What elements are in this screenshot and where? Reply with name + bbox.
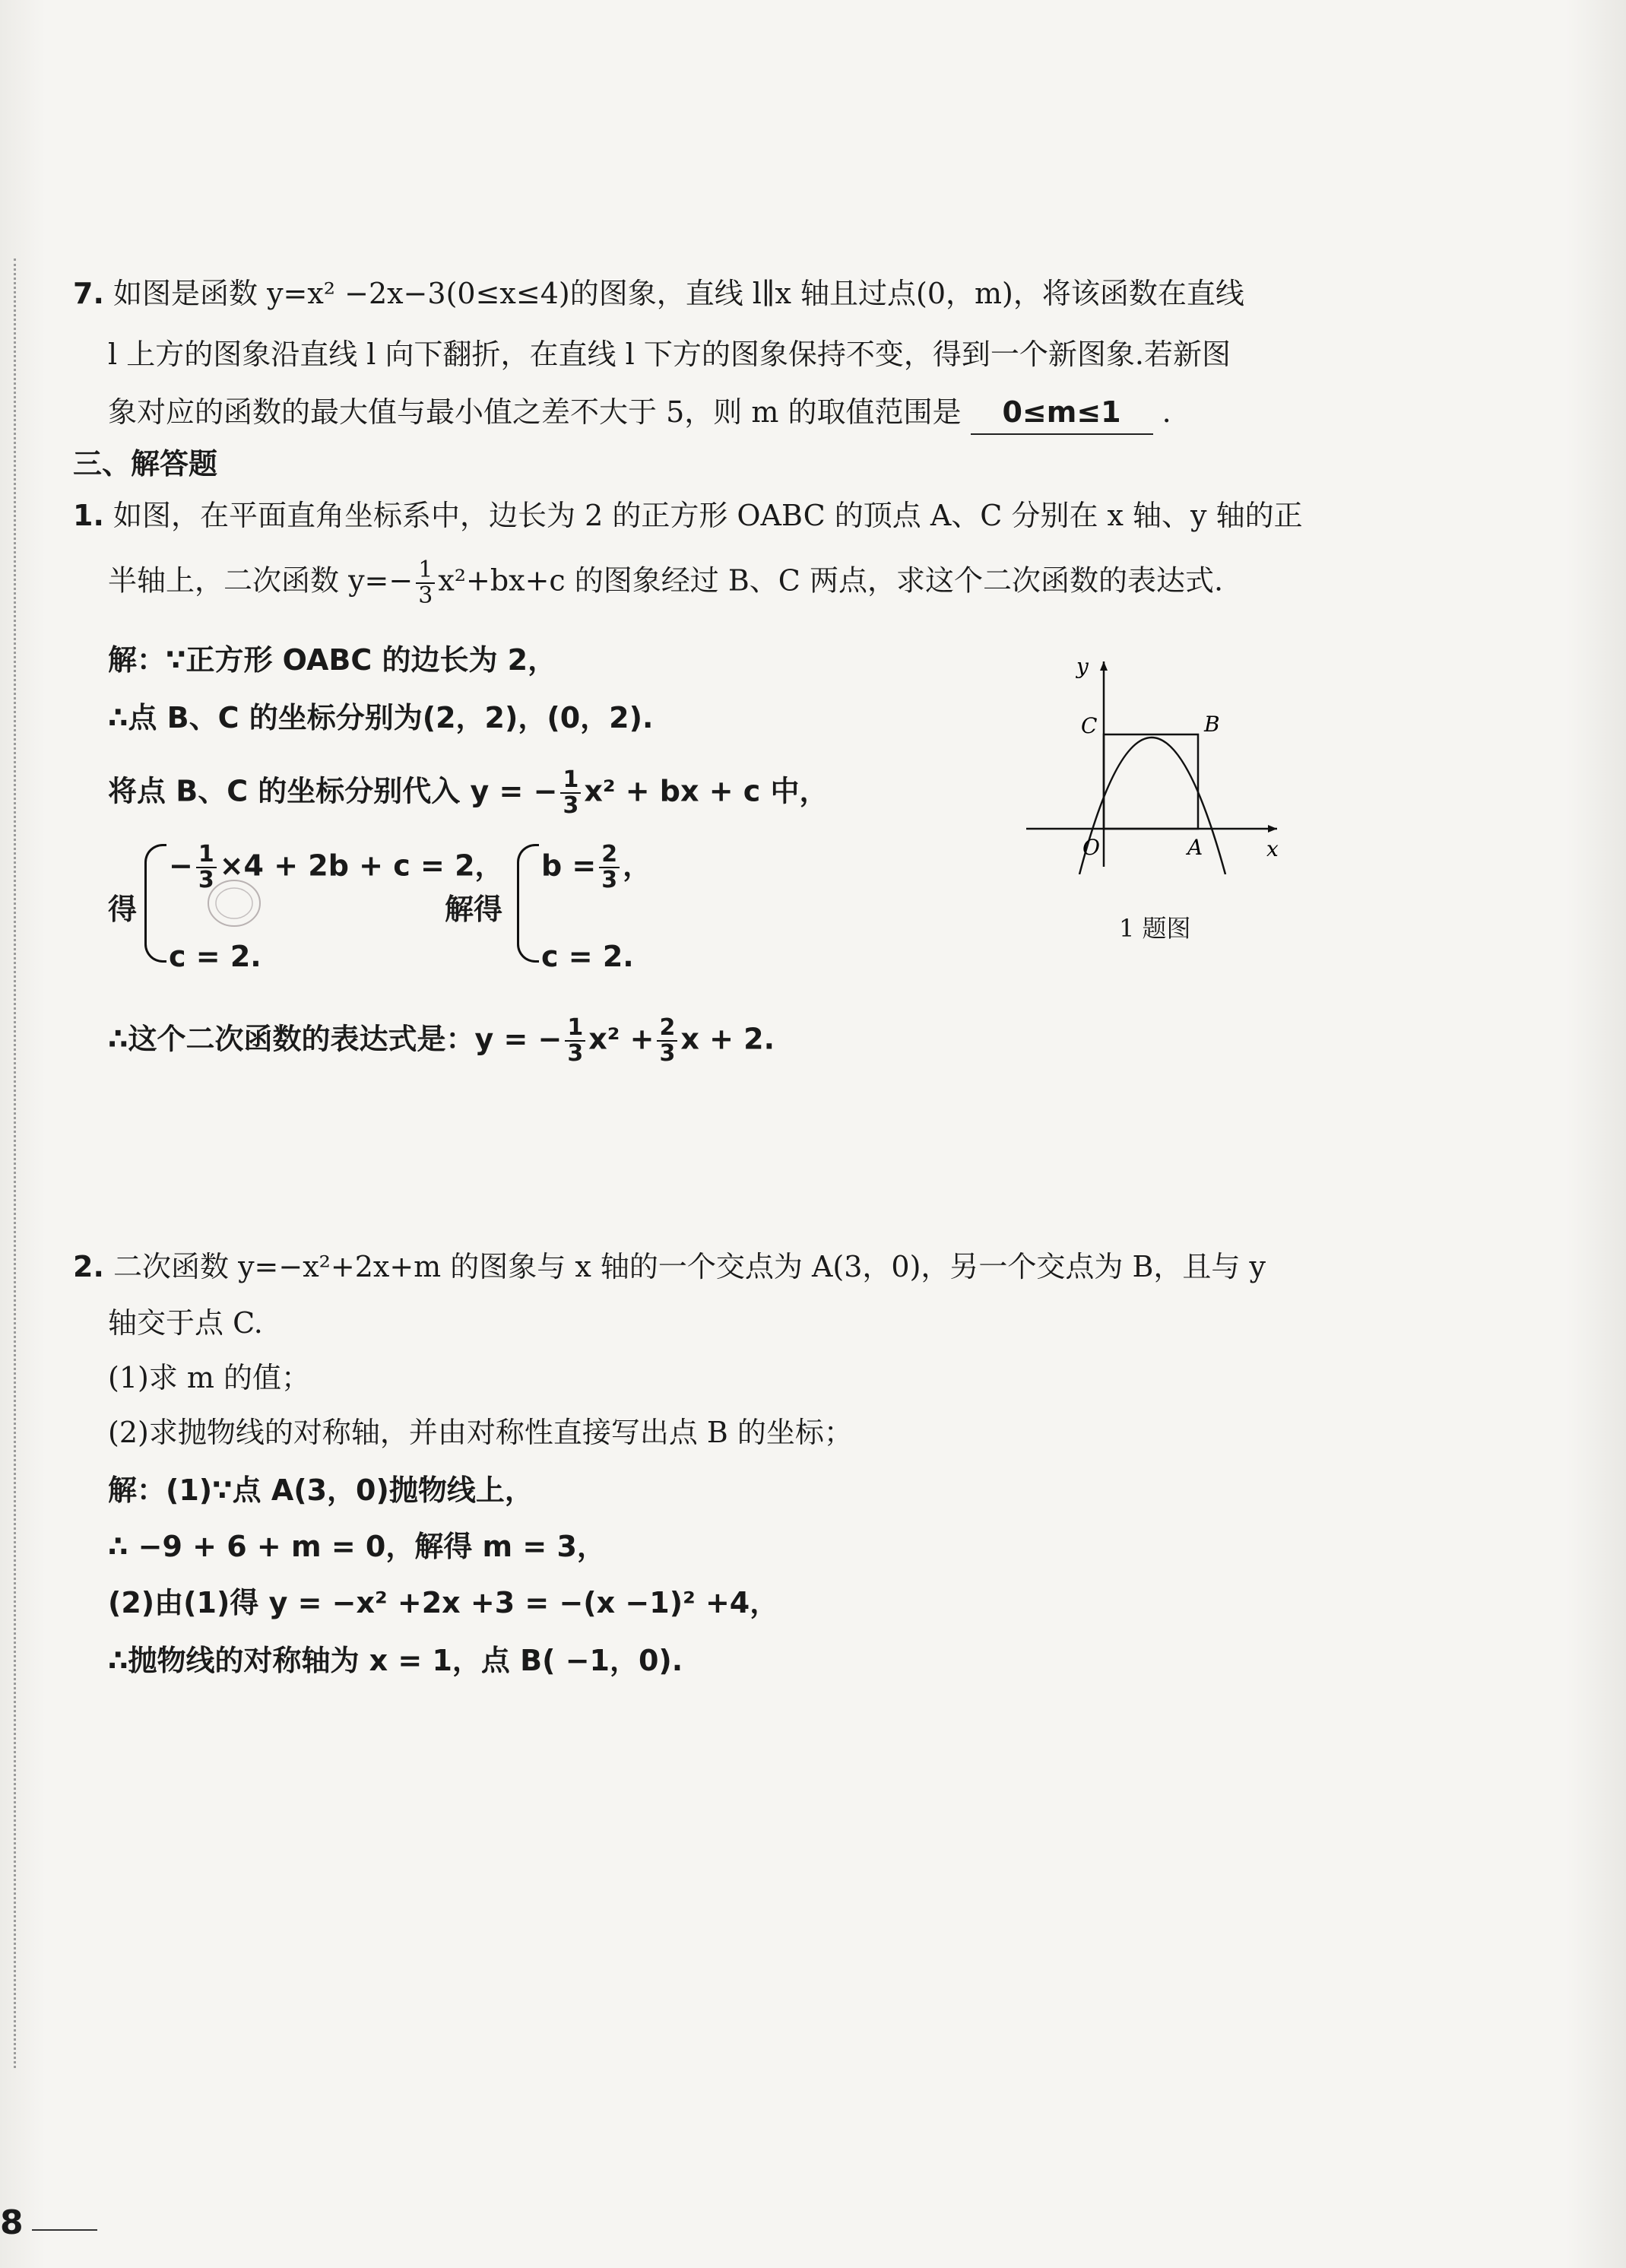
- q1-line1: [73, 494, 1303, 537]
- q7-text1: 如图是函数 y=x² −2x−3(0≤x≤4)的图象，直线 l∥x 轴且过点(0，m)，将该函数在直线: [113, 277, 1244, 310]
- label-x: x: [1266, 836, 1279, 861]
- q1-sol4-frac1-den: 3: [567, 1040, 584, 1067]
- q1-sol3a: 将点 B、C 的坐标分别代入 y = −: [108, 774, 558, 808]
- label-b: B: [1204, 712, 1220, 737]
- q1-sol3: [108, 768, 829, 818]
- q1-figure: [1019, 654, 1292, 874]
- q1-sol1: 解：∵正方形 OABC 的边长为 2，: [108, 643, 557, 677]
- q1-solve-label: 解得: [445, 893, 503, 926]
- q2-text1: 二次函数 y=−x²+2x+m 的图象与 x 轴的一个交点为 A(3，0)，另一个交点为 B，且与 y: [113, 1250, 1266, 1283]
- q1-sol3-frac-num: 1: [560, 768, 581, 794]
- q1-sys-label: 得: [108, 893, 138, 926]
- q1-sol4c: x + 2.: [680, 1022, 775, 1056]
- q2-sol1: 解：(1)∵点 A(3，0)抛物线上，: [108, 1473, 534, 1507]
- q1-sys-eq2: c = 2.: [169, 940, 261, 973]
- left-brace-2: [517, 844, 539, 963]
- q1-number: 1.: [73, 499, 104, 532]
- q1-text2a: 半轴上，二次函数 y=−: [108, 563, 414, 598]
- q1-sol4a: ∴这个二次函数的表达式是：y = −: [108, 1022, 563, 1056]
- q1-text2b: x²+bx+c 的图象经过 B、C 两点，求这个二次函数的表达式.: [438, 563, 1224, 598]
- q7-line1: [73, 272, 1244, 315]
- label-y: y: [1076, 654, 1089, 679]
- q1-sol4-frac1: [565, 1016, 585, 1066]
- y-axis-arrow: [1100, 661, 1108, 671]
- q1-frac-den: 3: [418, 582, 433, 609]
- label-c: C: [1081, 713, 1098, 738]
- q1-sys1a: −: [169, 849, 193, 883]
- q1-line2: [108, 558, 1223, 608]
- parabola: [1079, 737, 1225, 874]
- q7-number: 7.: [73, 277, 104, 310]
- q1-sol4b: x² +: [588, 1022, 655, 1056]
- q1-res-frac-num: 2: [599, 842, 620, 868]
- q1-sol4: [108, 1016, 775, 1066]
- label-o: O: [1082, 835, 1100, 860]
- q1-text1: 如图，在平面直角坐标系中，边长为 2 的正方形 OABC 的顶点 A、C 分别在 x 轴、y 轴的正: [113, 499, 1303, 532]
- q1-sol3b: x² + bx + c 中，: [584, 774, 829, 808]
- q1-sol3-frac-den: 3: [563, 792, 579, 819]
- q2-sol4: ∴抛物线的对称轴为 x = 1，点 B( −1，0).: [108, 1644, 683, 1677]
- q1-fraction: [416, 558, 435, 608]
- q1-res1a: b =: [541, 849, 597, 883]
- q1-res1b: ，: [623, 849, 652, 883]
- q1-res-eq1: [541, 842, 651, 893]
- q2-line1: [73, 1245, 1266, 1288]
- section-title: 三、解答题: [73, 447, 218, 481]
- left-brace-1: [144, 844, 166, 963]
- q1-sol4-frac2-num: 2: [657, 1016, 677, 1042]
- square-oabc: [1104, 734, 1198, 829]
- q1-res-eq2: c = 2.: [541, 940, 634, 973]
- q7-end: .: [1162, 395, 1171, 429]
- q2-part2: (2)求抛物线的对称轴，并由对称性直接写出点 B 的坐标；: [108, 1416, 853, 1449]
- q7-line2: l 上方的图象沿直线 l 向下翻折，在直线 l 下方的图象保持不变，得到一个新图象.若新图: [108, 338, 1231, 371]
- q1-frac-num: 1: [416, 558, 435, 584]
- q1-sol4-frac2: [657, 1016, 677, 1066]
- label-a: A: [1187, 835, 1203, 860]
- footer-rule: [32, 2229, 97, 2231]
- figure-caption: 1 题图: [1119, 914, 1191, 943]
- q1-sol3-fraction: [560, 768, 581, 818]
- q1-sol4-frac1-num: 1: [565, 1016, 585, 1042]
- q1-sys1b: ×4 + 2b + c = 2，: [219, 849, 504, 883]
- q1-res-frac-den: 3: [601, 867, 618, 893]
- q7-text3: 象对应的函数的最大值与最小值之差不大于 5，则 m 的取值范围是: [108, 395, 962, 429]
- q7-answer: 0≤m≤1: [971, 391, 1153, 435]
- stamp-seal: [204, 873, 265, 934]
- q1-res-fraction: [599, 842, 620, 893]
- q2-line2: 轴交于点 C.: [108, 1306, 263, 1340]
- page-number: 8: [0, 2203, 24, 2242]
- q1-sys-frac-num: 1: [196, 842, 217, 868]
- q7-line3: [108, 391, 1171, 435]
- q1-sys-frac-den: 3: [198, 867, 214, 893]
- q1-sol2: ∴点 B、C 的坐标分别为(2，2)，(0，2).: [108, 701, 654, 734]
- x-axis-arrow: [1268, 825, 1277, 833]
- q2-sol2: ∴ −9 + 6 + m = 0，解得 m = 3，: [108, 1530, 606, 1563]
- q1-sol4-frac2-den: 3: [659, 1040, 676, 1067]
- q2-number: 2.: [73, 1250, 104, 1283]
- q2-part1: (1)求 m 的值；: [108, 1361, 311, 1394]
- q2-sol3: (2)由(1)得 y = −x² +2x +3 = −(x −1)² +4，: [108, 1586, 779, 1619]
